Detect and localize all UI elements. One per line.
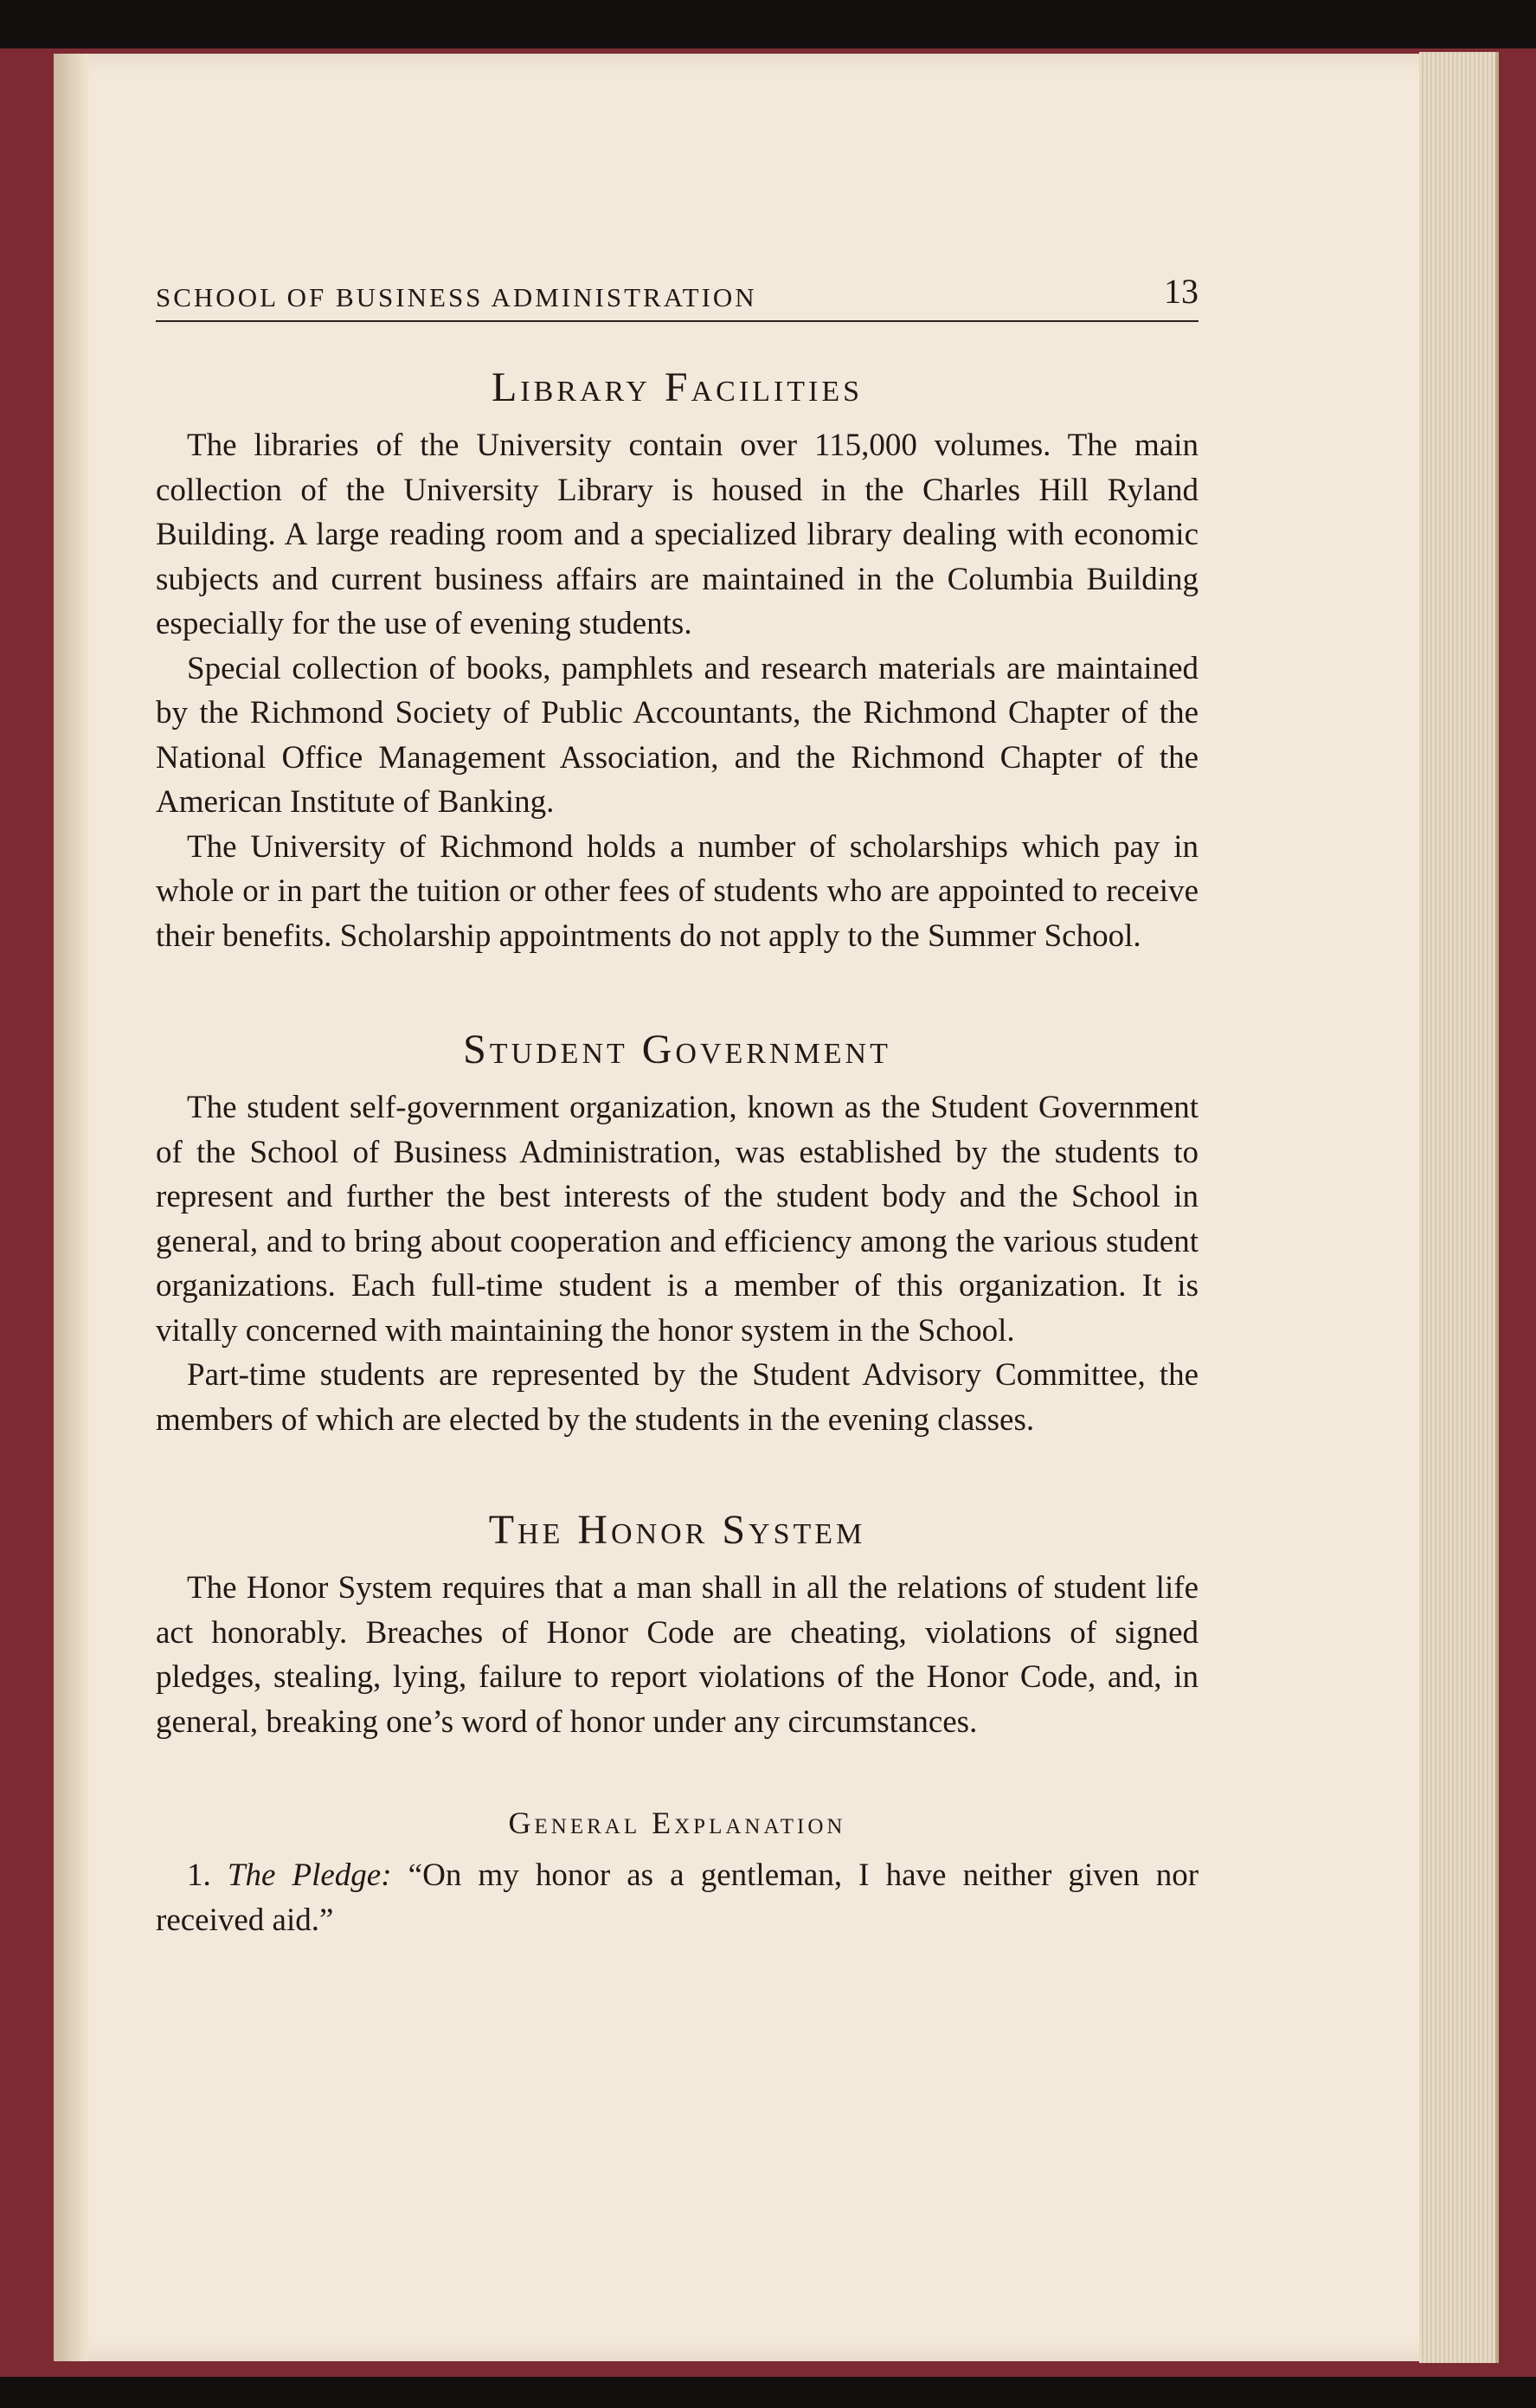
pledge-label: The Pledge:: [227, 1858, 392, 1893]
general-explanation-heading: General Explanation: [508, 1806, 846, 1840]
page-fore-edge: [1419, 52, 1499, 2363]
pledge-item-number: 1.: [187, 1858, 211, 1893]
page-number: 13: [1164, 272, 1199, 311]
running-head: [156, 268, 1199, 322]
student-government-heading: Student Government: [463, 1027, 891, 1072]
honor-system-paragraph-1: The Honor System requires that a man shall in all the relations of student life act honorably. Breaches of Honor Code are cheating, violations of signed pledges, stealing, lying, failure to report violations of the Honor Code, and, in general, breaking one’s word of honor under any circumstances.: [156, 1570, 1199, 1740]
library-paragraph-3: The University of Richmond holds a number of scholarships which pay in whole or in part the tuition or other fees of students who are appointed to receive their benefits. Scholarship appointments do not apply to the Summer School.: [156, 828, 1199, 954]
library-paragraph-1: The libraries of the University contain over 115,000 volumes. The main collection of the University Library is housed in the Charles Hill Ryland Building. A large reading room and a specialized library dealing with economic subjects and current business affairs are maintained in the Columbia Building especially for the use of evening students.: [156, 428, 1199, 641]
running-title: SCHOOL OF BUSINESS ADMINISTRATION: [156, 282, 757, 312]
student-government-paragraph-1: The student self-government organization, known as the Student Government of the School of Business Administration, was established by the students to represent and further the best interests of the student body and the School in general, and to bring about cooperation and efficiency among the various student organizations. Each full-time student is a member of this organization. It is vitally concerned with maintaining the honor system in the School.: [156, 1090, 1199, 1349]
general-explanation-section: [156, 1805, 1199, 1942]
pledge-text: “On my honor as a gentleman, I have neither given nor received aid.”: [156, 1858, 1199, 1938]
student-government-section: [156, 1026, 1199, 1442]
honor-system-section: [156, 1506, 1199, 1744]
page-gutter: [54, 54, 88, 2361]
library-facilities-section: [156, 364, 1199, 958]
honor-system-heading: The Honor System: [488, 1507, 866, 1553]
pledge-item: [156, 1853, 1199, 1942]
library-paragraph-2: Special collection of books, pamphlets and research materials are maintained by the Richmond Society of Public Accountants, the Richmond Chapter of the National Office Management Association, and the Richmond Chapter of the American Institute of Banking.: [156, 650, 1199, 820]
student-government-paragraph-2: Part-time students are represented by the Student Advisory Committee, the members of which are elected by the students in the evening classes.: [156, 1357, 1199, 1438]
library-facilities-heading: Library Facilities: [491, 364, 863, 410]
page-content: [156, 268, 1199, 1942]
